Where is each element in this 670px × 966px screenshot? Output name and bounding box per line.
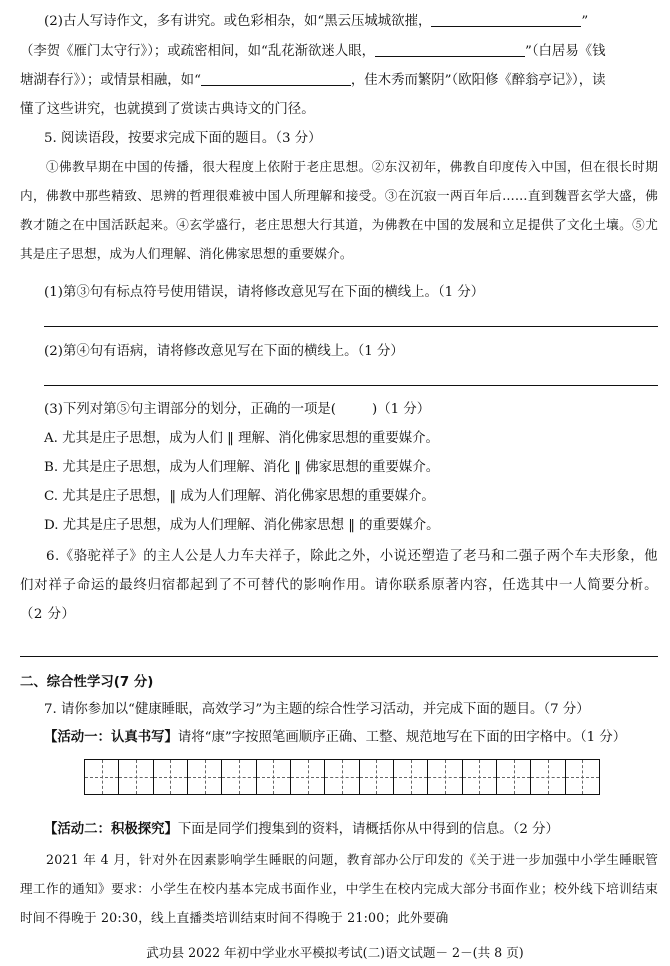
q4-line-2: （李贺《雁门太守行》）；或疏密相间，如“乱花渐欲迷人眼， ”（白居易《钱	[20, 44, 606, 59]
tianzige-cell[interactable]	[428, 760, 462, 794]
q7-material: 2021 年 4 月，针对外在因素影响学生睡眠的问题，教育部办公厅印发的《关于进一步加强中小学生睡眠管理工作的通知》要求：小学生在校内基本完成书面作业，中学生在校内完成大部分书面作业；校外线下培训结束时间不得晚于 20:30，线上直播类培训结束时间不得晚于 21:00；此外要确	[20, 852, 658, 925]
section-heading: 二、综合性学习(7 分)	[20, 675, 154, 690]
q7-activity-1: 【活动一：认真书写】请将“康”字按照笔画顺序正确、工整、规范地写在下面的田字格中。（1 分）	[44, 730, 627, 745]
q6-text: 6.《骆驼祥子》的主人公是人力车夫祥子，除此之外，小说还塑造了老马和二强子两个车夫形象，他们对祥子命运的最终归宿都起到了不可替代的影响作用。请你联系原著内容，任选其中一人简要分析。（2 分）	[20, 549, 658, 622]
tianzige-cell[interactable]	[291, 760, 325, 794]
tianzige-grid[interactable]	[84, 759, 600, 795]
q5-option-a: A. 尤其是庄子思想，成为人们 ‖ 理解、消化佛家思想的重要媒介。	[44, 431, 439, 446]
activity-2-tag: 【活动二：积极探究】	[44, 822, 178, 837]
tianzige-cell[interactable]	[222, 760, 256, 794]
tianzige-cell[interactable]	[566, 760, 599, 794]
q5-sub2: (2)第④句有语病，请将修改意见写在下面的横线上。（1 分）	[44, 344, 404, 359]
q5-sub1: (1)第③句有标点符号使用错误，请将修改意见写在下面的横线上。（1 分）	[44, 285, 485, 300]
tianzige-cell[interactable]	[497, 760, 531, 794]
answer-blank[interactable]	[201, 71, 351, 86]
tianzige-cell[interactable]	[360, 760, 394, 794]
tianzige-cell[interactable]	[154, 760, 188, 794]
q7-activity-2: 【活动二：积极探究】下面是同学们搜集到的资料，请概括你从中得到的信息。（2 分）	[44, 822, 559, 837]
q4-line-4: 懂了这些讲究，也就摸到了赏读古典诗文的门径。	[20, 102, 315, 117]
answer-line-q5-2[interactable]	[44, 385, 658, 386]
tianzige-cell[interactable]	[531, 760, 565, 794]
q5-sub3: (3)下列对第⑤句主谓部分的划分，正确的一项是( )（1 分）	[44, 402, 431, 417]
q4-line-3: 塘湖春行》）；或情景相融，如“ ，佳木秀而繁阴”（欧阳修《醉翁亭记》），读	[20, 73, 606, 88]
tianzige-cell[interactable]	[463, 760, 497, 794]
answer-blank[interactable]	[375, 42, 525, 57]
tianzige-cell[interactable]	[85, 760, 119, 794]
q5-option-c: C. 尤其是庄子思想，‖ 成为人们理解、消化佛家思想的重要媒介。	[44, 489, 435, 504]
answer-line-q5-1[interactable]	[44, 326, 658, 327]
answer-line-q6[interactable]	[20, 656, 658, 657]
q7-title: 7. 请你参加以“健康睡眠，高效学习”为主题的综合性学习活动，并完成下面的题目。（7 分）	[44, 702, 590, 717]
q5-title: 5. 阅读语段，按要求完成下面的题目。（3 分）	[44, 131, 322, 146]
tianzige-cell[interactable]	[119, 760, 153, 794]
tianzige-cell[interactable]	[257, 760, 291, 794]
q5-option-d: D. 尤其是庄子思想，成为人们理解、消化佛家思想 ‖ 的重要媒介。	[44, 518, 440, 533]
activity-1-tag: 【活动一：认真书写】	[44, 730, 178, 745]
tianzige-cell[interactable]	[188, 760, 222, 794]
tianzige-cell[interactable]	[394, 760, 428, 794]
q5-passage: ①佛教早期在中国的传播，很大程度上依附于老庄思想。②东汉初年，佛教自印度传入中国，但在很长时期内，佛教中那些精致、思辨的哲理很难被中国人所理解和接受。③在沉寂一两百年后……直到魏晋玄学大盛，佛教才随之在中国活跃起来。④玄学盛行，老庄思想大行其道，为佛教在中国的发展和立足提供了文化土壤。⑤尤其是庄子思想，成为人们理解、消化佛家思想的重要媒介。	[20, 159, 658, 261]
q4-line-1: (2)古人写诗作文，多有讲究。或色彩相杂，如“黑云压城城欲摧， ”	[44, 14, 589, 29]
page-footer: 武功县 2022 年初中学业水平模拟考试(二)语文试题－ 2－(共 8 页)	[146, 945, 524, 960]
tianzige-cell[interactable]	[325, 760, 359, 794]
answer-blank[interactable]	[431, 12, 581, 27]
q5-option-b: B. 尤其是庄子思想，成为人们理解、消化 ‖ 佛家思想的重要媒介。	[44, 460, 440, 475]
